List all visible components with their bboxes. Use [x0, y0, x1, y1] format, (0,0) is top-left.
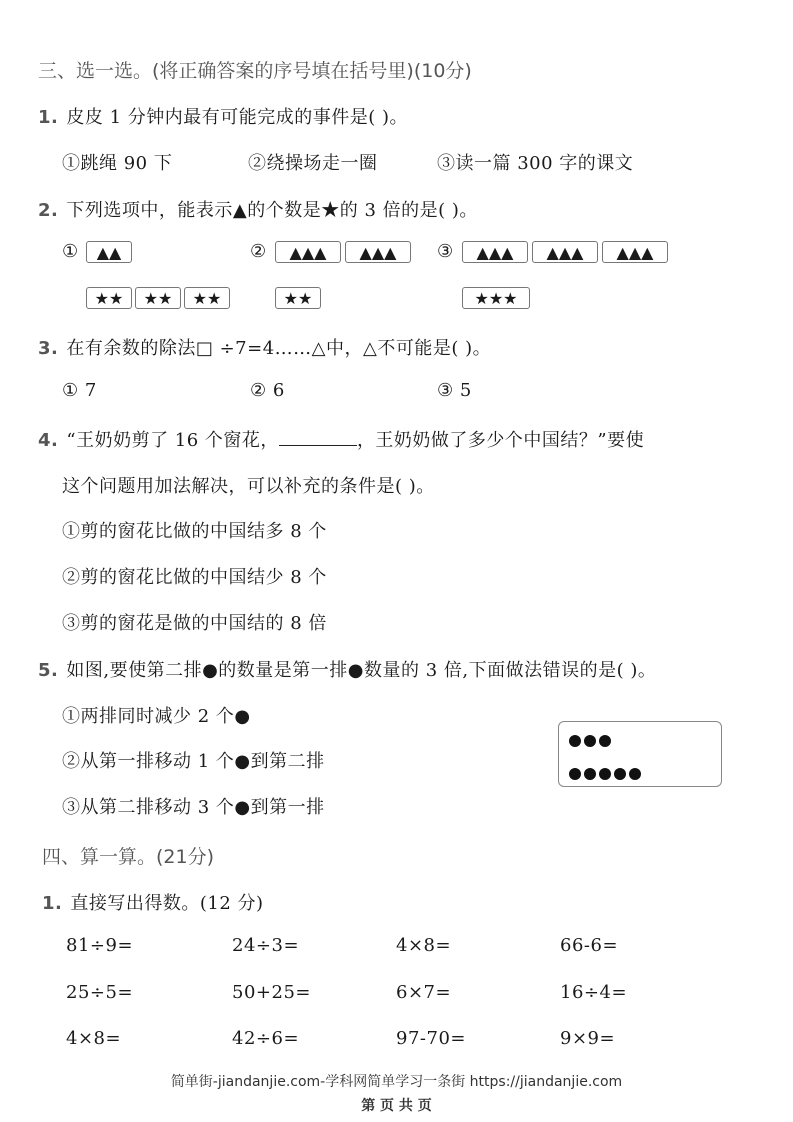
problem: 4×8=	[66, 1028, 122, 1049]
q4-option-1: ①剪的窗花比做的中国结多 8 个	[62, 521, 327, 542]
q4-option-3: ③剪的窗花是做的中国结的 8 倍	[62, 613, 327, 634]
question-number: 1.	[42, 893, 63, 914]
dot	[599, 735, 611, 747]
question-text-part-b: ，王奶奶做了多少个中国结？”要使	[356, 430, 645, 451]
question-text-part-a: “王奶奶剪了 16 个窗花，	[66, 430, 279, 451]
question-4-line-2: 这个问题用加法解决，可以补充的条件是( )。	[62, 476, 435, 497]
dot	[629, 768, 641, 780]
q1-option-3: ③读一篇 300 字的课文	[437, 153, 634, 174]
question-5	[38, 656, 656, 682]
q5-option-1: ①两排同时减少 2 个●	[62, 706, 251, 727]
problem: 42÷6=	[232, 1028, 300, 1049]
problem: 81÷9=	[66, 935, 134, 956]
section-3-title: 三、选一选。(将正确答案的序号填在括号里)(10分)	[38, 60, 472, 82]
dot	[584, 735, 596, 747]
question-1	[38, 103, 408, 129]
answer-blank[interactable]	[279, 431, 357, 446]
star-group: ★★	[184, 287, 230, 309]
q2-option-3-label: ③	[437, 241, 454, 262]
question-text: 直接写出得数。(12 分)	[70, 893, 264, 914]
problem: 24÷3=	[232, 935, 300, 956]
star-group: ★★	[275, 287, 321, 309]
section-4-title: 四、算一算。(21分)	[42, 846, 215, 868]
q4-option-2: ②剪的窗花比做的中国结少 8 个	[62, 567, 327, 588]
q5-option-2: ②从第一排移动 1 个●到第二排	[62, 751, 325, 772]
triangle-group: ▲▲▲	[275, 241, 341, 263]
q3-option-2: ② 6	[250, 380, 285, 401]
triangle-group: ▲▲▲	[532, 241, 598, 263]
question-number: 3.	[38, 338, 59, 359]
q5-option-3: ③从第二排移动 3 个●到第一排	[62, 797, 325, 818]
footer-source: 简单街-jiandanjie.com-学科网简单学习一条街 https://jiandanjie.com	[170, 1074, 623, 1090]
star-group: ★★★	[462, 287, 530, 309]
question-number: 4.	[38, 430, 59, 451]
question-4	[38, 426, 644, 452]
question-3	[38, 334, 491, 360]
problem: 16÷4=	[560, 982, 628, 1003]
triangle-group: ▲▲	[86, 241, 132, 263]
dot-row-1	[569, 732, 614, 751]
problem: 4×8=	[396, 935, 452, 956]
q2-option-1-label: ①	[62, 241, 79, 262]
question-number: 1.	[38, 107, 59, 128]
dot-row-2	[569, 765, 644, 784]
dot	[614, 768, 626, 780]
star-group: ★★	[135, 287, 181, 309]
triangle-group: ▲▲▲	[462, 241, 528, 263]
triangle-group: ▲▲▲	[602, 241, 668, 263]
problem: 50+25=	[232, 982, 311, 1003]
dot	[569, 768, 581, 780]
question-number: 2.	[38, 200, 59, 221]
q3-option-3: ③ 5	[437, 380, 472, 401]
question-text: 下列选项中，能表示▲的个数是★的 3 倍的是( )。	[66, 200, 478, 221]
star-group: ★★	[86, 287, 132, 309]
question-number: 5.	[38, 660, 59, 681]
dot	[599, 768, 611, 780]
dot	[569, 735, 581, 747]
question-text: 皮皮 1 分钟内最有可能完成的事件是( )。	[66, 107, 409, 128]
problem: 97-70=	[396, 1028, 466, 1049]
problem: 9×9=	[560, 1028, 616, 1049]
problem: 66-6=	[560, 935, 619, 956]
question-2	[38, 196, 478, 222]
q1-option-2: ②绕操场走一圈	[248, 153, 378, 174]
q3-option-1: ① 7	[62, 380, 97, 401]
problem: 6×7=	[396, 982, 452, 1003]
footer-page: 第 页 共 页	[361, 1098, 432, 1114]
question-text: 如图,要使第二排●的数量是第一排●数量的 3 倍,下面做法错误的是( )。	[66, 660, 657, 681]
dot	[584, 768, 596, 780]
problem: 25÷5=	[66, 982, 134, 1003]
q2-option-2-label: ②	[250, 241, 267, 262]
triangle-group: ▲▲▲	[345, 241, 411, 263]
q1-option-1: ①跳绳 90 下	[62, 153, 173, 174]
dot-figure	[558, 721, 722, 787]
section-4-question-1	[42, 889, 264, 915]
question-text: 在有余数的除法□ ÷7=4……△中，△不可能是( )。	[66, 338, 492, 359]
